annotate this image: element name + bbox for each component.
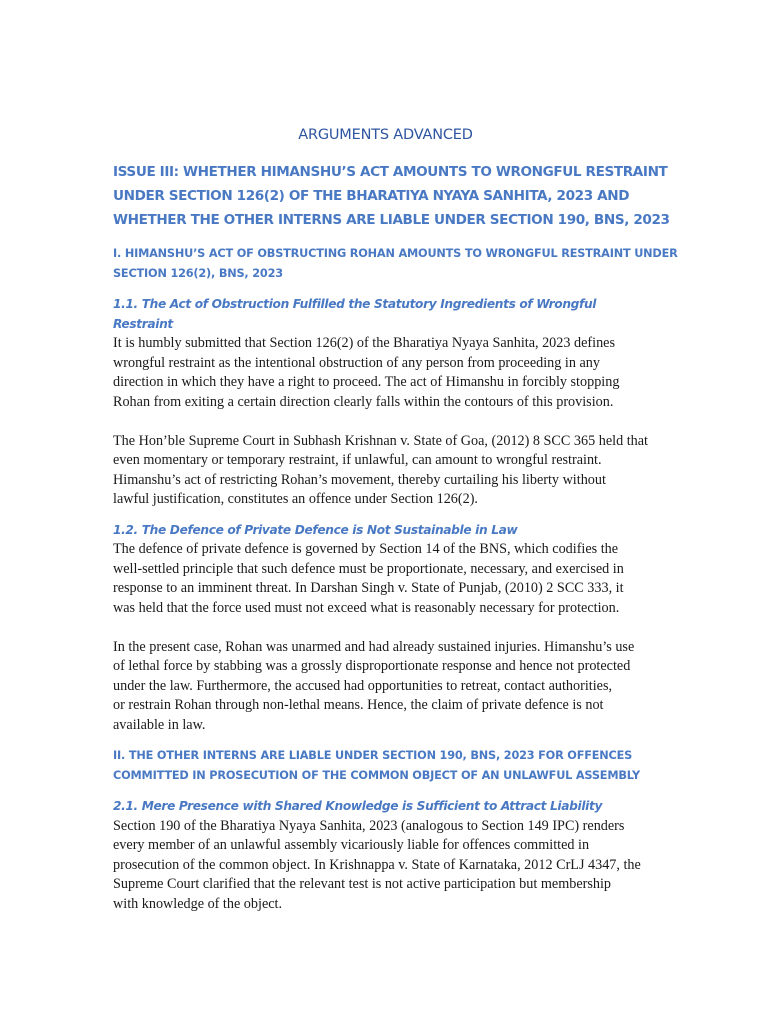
- paragraph-section-14-private-defence: [113, 540, 658, 618]
- section-heading-line: II. THE OTHER INTERNS ARE LIABLE UNDER SECTION 190, BNS, 2023 FOR OFFENCES: [113, 749, 633, 762]
- paragraph-line: response to an imminent threat. In Darshan Singh v. State of Punjab, (2010) 2 SCC 333, it: [113, 580, 624, 596]
- section-heading-line: I. HIMANSHU’S ACT OF OBSTRUCTING ROHAN AMOUNTS TO WRONGFUL RESTRAINT UNDER: [113, 247, 678, 260]
- paragraph-line: lawful justification, constitutes an offence under Section 126(2).: [113, 491, 478, 507]
- page-title: ARGUMENTS ADVANCED: [298, 127, 473, 143]
- paragraph-line: well-settled principle that such defence must be proportionate, necessary, and exercised in: [113, 560, 624, 577]
- paragraph-line: The Hon’ble Supreme Court in Subhash Krishnan v. State of Goa, (2012) 8 SCC 365 held that: [113, 432, 648, 449]
- paragraph-line: In the present case, Rohan was unarmed and had already sustained injuries. Himanshu’s use: [113, 638, 635, 655]
- paragraph-line: with knowledge of the object.: [113, 895, 283, 912]
- paragraph-line: every member of an unlawful assembly vicariously liable for offences committed in: [113, 837, 590, 853]
- section-heading-line: COMMITTED IN PROSECUTION OF THE COMMON OBJECT OF AN UNLAWFUL ASSEMBLY: [113, 768, 640, 782]
- paragraph-line: It is humbly submitted that Section 126(2) of the Bharatiya Nyaya Sanhita, 2023 defines: [113, 335, 615, 351]
- paragraph-line: under the law. Furthermore, the accused had opportunities to retreat, contact authorities,: [113, 677, 613, 694]
- paragraph-line: The defence of private defence is governed by Section 14 of the BNS, which codifies the: [113, 541, 619, 557]
- paragraph-line: Supreme Court clarified that the relevant test is not active participation but membership: [113, 876, 611, 892]
- document-content: [113, 124, 678, 914]
- paragraph-line: or restrain Rohan through non-lethal means. Hence, the claim of private defence is not: [113, 697, 604, 713]
- paragraph-line: Himanshu’s act of restricting Rohan’s movement, thereby curtailing his liberty without: [113, 471, 606, 488]
- paragraph-line: wrongful restraint as the intentional obstruction of any person from proceeding in any: [113, 354, 600, 371]
- point-heading-statutory-ingredients: 1.1. The Act of Obstruction Fulfilled the Statutory Ingredients of Wrongful Restraint: [113, 297, 597, 331]
- section-heading-other-interns: [113, 746, 658, 785]
- section-heading-wrongful-restraint: [113, 244, 678, 283]
- paragraph-line: Rohan from exiting a certain direction clearly falls within the contours of this provision.: [113, 393, 614, 410]
- paragraph-line: prosecution of the common object. In Krishnappa v. State of Karnataka, 2012 CrLJ 4347, the: [113, 856, 641, 873]
- paragraph-line: available in law.: [113, 716, 206, 733]
- paragraph-section-190: [113, 817, 658, 915]
- paragraph-present-case: [113, 638, 658, 736]
- paragraph-section-126-definition: [113, 334, 658, 412]
- section-heading-line: SECTION 126(2), BNS, 2023: [113, 266, 283, 280]
- point-heading-private-defence: 1.2. The Defence of Private Defence is Not Sustainable in Law: [113, 522, 518, 537]
- point-heading-shared-knowledge: 2.1. Mere Presence with Shared Knowledge is Sufficient to Attract Liability: [113, 799, 603, 813]
- issue-heading-line: ISSUE III: WHETHER HIMANSHU’S ACT AMOUNTS TO WRONGFUL RESTRAINT: [113, 164, 668, 180]
- issue-heading: [113, 160, 670, 232]
- paragraph-line: Section 190 of the Bharatiya Nyaya Sanhita, 2023 (analogous to Section 149 IPC) renders: [113, 817, 625, 834]
- paragraph-subhash-krishnan: [113, 432, 658, 510]
- paragraph-line: was held that the force used must not exceed what is reasonably necessary for protection.: [113, 599, 620, 616]
- issue-heading-line: UNDER SECTION 126(2) OF THE BHARATIYA NYAYA SANHITA, 2023 AND: [113, 188, 630, 204]
- paragraph-line: even momentary or temporary restraint, if unlawful, can amount to wrongful restraint.: [113, 452, 602, 468]
- issue-heading-line: WHETHER THE OTHER INTERNS ARE LIABLE UNDER SECTION 190, BNS, 2023: [113, 212, 670, 228]
- paragraph-line: of lethal force by stabbing was a grossly disproportionate response and hence not protected: [113, 658, 631, 674]
- paragraph-line: direction in which they have a right to proceed. The act of Himanshu in forcibly stopping: [113, 374, 620, 390]
